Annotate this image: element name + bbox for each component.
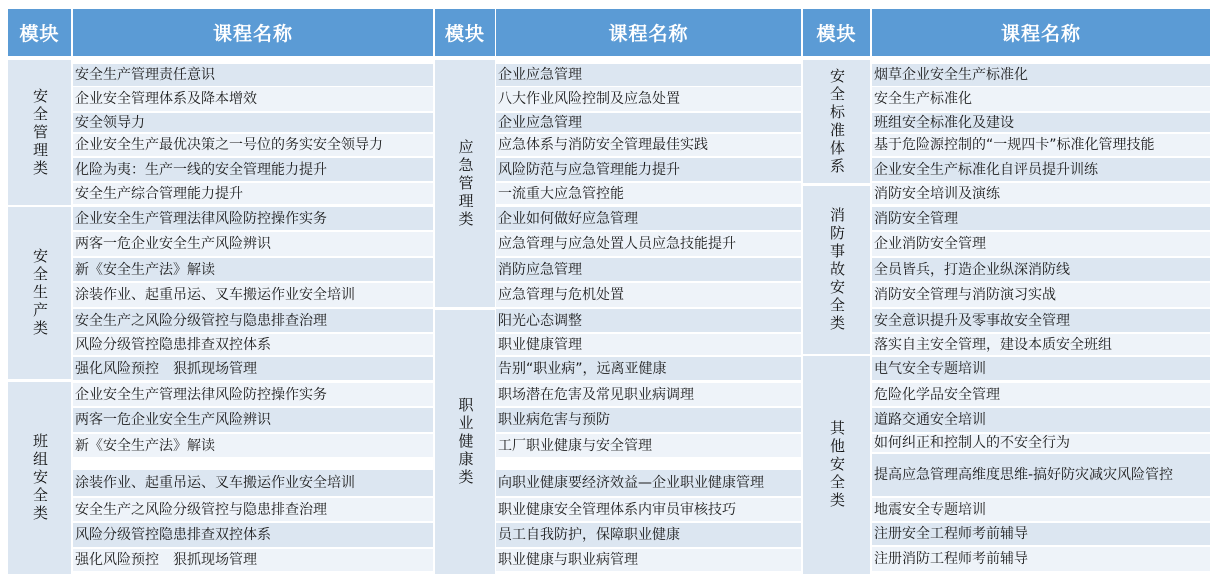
course-row: 风险防范与应急管理能力提升 (496, 158, 801, 181)
module-cell (8, 382, 71, 574)
course-row: 消防应急管理 (496, 258, 801, 281)
course-row: 阳光心态调整 (496, 309, 801, 332)
course-row: 电气安全专题培训 (872, 357, 1210, 380)
module-cell (435, 310, 495, 574)
header-course-col2: 课程名称 (496, 9, 801, 56)
course-row: 应急体系与消防安全管理最佳实践 (496, 134, 801, 156)
module-cell (8, 60, 71, 205)
course-row: 风险分级管控隐患排查双控体系 (73, 334, 433, 355)
course-row: 提高应急管理高维度思维-搞好防灾减灾风险管控 (872, 454, 1210, 496)
course-row: 八大作业风险控制及应急处置 (496, 87, 801, 111)
course-row: 两客一危企业安全生产风险辨识 (73, 408, 433, 432)
module-label: 班组安全类 (31, 433, 49, 523)
header-module-col2: 模块 (435, 9, 495, 56)
course-row: 地震安全专题培训 (872, 498, 1210, 521)
course-row: 企业安全生产管理法律风险防控操作实务 (73, 383, 433, 406)
course-row: 消防安全管理与消防演习实战 (872, 283, 1210, 307)
module-cell (8, 207, 71, 379)
module-label: 其他安全类 (828, 420, 846, 510)
course-row: 职业健康管理 (496, 334, 801, 355)
module-label: 安全管理类 (31, 87, 49, 178)
course-row: 向职业健康要经济效益—企业职业健康管理 (496, 470, 801, 496)
course-row: 基于危险源控制的“一规四卡”标准化管理技能 (872, 134, 1210, 156)
module-label: 职业健康类 (456, 397, 475, 487)
course-row: 如何纠正和控制人的不安全行为 (872, 434, 1210, 452)
course-row: 涂装作业、起重吊运、叉车搬运作业安全培训 (73, 283, 433, 307)
course-row: 消防安全培训及演练 (872, 183, 1210, 204)
course-row: 职业病危害与预防 (496, 408, 801, 432)
course-row: 应急管理与危机处置 (496, 283, 801, 307)
course-row: 道路交通安全培训 (872, 408, 1210, 432)
header-module-col3: 模块 (803, 9, 870, 56)
module-label: 安全生产类 (31, 248, 49, 338)
module-label: 应急管理类 (456, 138, 475, 229)
course-row: 危险化学品安全管理 (872, 383, 1210, 406)
course-row: 化险为夷：生产一线的安全管理能力提升 (73, 158, 433, 181)
course-row: 告别“职业病”，远离亚健康 (496, 357, 801, 380)
course-row: 注册消防工程师考前辅导 (872, 547, 1210, 571)
course-row: 安全生产之风险分级管控与隐患排查治理 (73, 309, 433, 332)
course-row: 涂装作业、起重吊运、叉车搬运作业安全培训 (73, 470, 433, 496)
header-module-col1: 模块 (8, 9, 71, 56)
course-row: 风险分级管控隐患排查双控体系 (73, 523, 433, 547)
module-cell (803, 186, 870, 354)
course-row: 企业消防安全管理 (872, 232, 1210, 256)
course-row: 企业应急管理 (496, 113, 801, 132)
course-row: 企业安全管理体系及降本增效 (73, 87, 433, 111)
module-label: 消防事故安全类 (828, 207, 846, 333)
course-row: 落实自主安全管理，建设本质安全班组 (872, 334, 1210, 355)
course-row: 一流重大应急管控能 (496, 183, 801, 204)
course-row: 安全生产标准化 (872, 87, 1210, 111)
course-row: 企业安全生产最优决策之一号位的务实安全领导力 (73, 134, 433, 156)
course-row: 企业安全生产标准化自评员提升训练 (872, 158, 1210, 181)
course-row: 两客一危企业安全生产风险辨识 (73, 232, 433, 256)
course-row: 应急管理与应急处置人员应急技能提升 (496, 232, 801, 256)
course-row: 安全生产之风险分级管控与隐患排查治理 (73, 498, 433, 521)
course-row: 职业健康安全管理体系内审员审核技巧 (496, 498, 801, 521)
course-row: 员工自我防护，保障职业健康 (496, 523, 801, 547)
header-course-col3: 课程名称 (872, 9, 1210, 56)
course-row: 注册安全工程师考前辅导 (872, 523, 1210, 545)
module-label: 安全标准体系 (828, 67, 846, 176)
module-cell (803, 356, 870, 574)
course-row: 安全生产综合管理能力提升 (73, 183, 433, 204)
module-cell (435, 60, 495, 307)
course-row: 职业健康与职业病管理 (496, 549, 801, 571)
course-row: 安全意识提升及零事故安全管理 (872, 309, 1210, 332)
course-row: 消防安全管理 (872, 207, 1210, 230)
course-row: 烟草企业安全生产标准化 (872, 64, 1210, 86)
course-row: 班组安全标准化及建设 (872, 113, 1210, 132)
course-row: 安全领导力 (73, 113, 433, 132)
course-row: 企业如何做好应急管理 (496, 207, 801, 230)
course-row: 工厂职业健康与安全管理 (496, 434, 801, 457)
course-row: 强化风险预控 狠抓现场管理 (73, 549, 433, 571)
course-row: 企业应急管理 (496, 64, 801, 86)
course-row: 全员皆兵，打造企业纵深消防线 (872, 258, 1210, 281)
module-cell (803, 60, 870, 183)
course-row: 新《安全生产法》解读 (73, 258, 433, 281)
header-course-col1: 课程名称 (73, 9, 433, 56)
course-row: 新《安全生产法》解读 (73, 434, 433, 457)
course-row: 职场潜在危害及常见职业病调理 (496, 383, 801, 406)
course-row: 安全生产管理责任意识 (73, 64, 433, 86)
course-row: 强化风险预控 狠抓现场管理 (73, 357, 433, 380)
course-row: 企业安全生产管理法律风险防控操作实务 (73, 207, 433, 230)
